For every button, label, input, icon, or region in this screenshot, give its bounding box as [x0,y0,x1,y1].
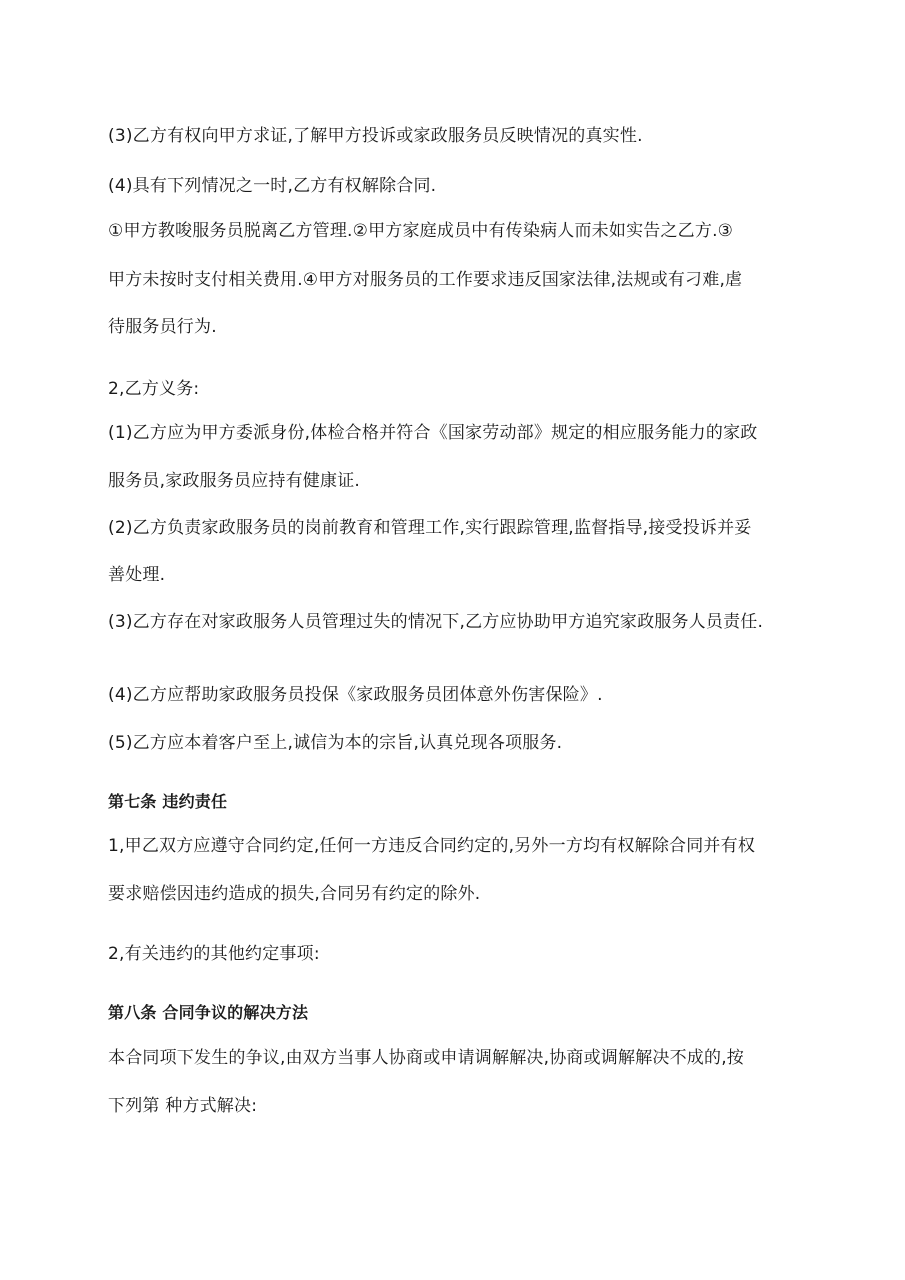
obligation-5: (5)乙方应本着客户至上,诚信为本的宗旨,认真兑现各项服务. [108,733,563,753]
obligation-2-line-1: (2)乙方负责家政服务员的岗前教育和管理工作,实行跟踪管理,监督指导,接受投诉并妥 [108,518,752,538]
dispute-resolution-line-2: 下列第 种方式解决: [108,1096,258,1116]
article-8-heading: 第八条 合同争议的解决方法 [108,1003,309,1022]
dispute-resolution-line-1: 本合同项下发生的争议,由双方当事人协商或申请调解解决,协商或调解解决不成的,按 [108,1048,745,1068]
party-b-obligations-heading: 2,乙方义务: [108,379,200,399]
obligation-1-line-1: (1)乙方应为甲方委派身份,体检合格并符合《国家劳动部》规定的相应服务能力的家政 [108,423,758,443]
termination-conditions-line-3: 待服务员行为. [108,317,217,337]
article-7-heading: 第七条 违约责任 [108,792,228,811]
obligation-3: (3)乙方存在对家政服务人员管理过失的情况下,乙方应协助甲方追究家政服务人员责任. [108,612,764,632]
obligation-4: (4)乙方应帮助家政服务员投保《家政服务员团体意外伤害保险》. [108,685,603,705]
obligation-1-line-2: 服务员,家政服务员应持有健康证. [108,471,361,491]
breach-clause-2: 2,有关违约的其他约定事项: [108,944,320,964]
breach-clause-1-line-1: 1,甲乙双方应遵守合同约定,任何一方违反合同约定的,另外一方均有权解除合同并有权 [108,836,756,856]
termination-conditions-line-1: ①甲方教唆服务员脱离乙方管理.②甲方家庭成员中有传染病人而未如实告之乙方.③ [108,221,734,241]
termination-conditions-line-2: 甲方未按时支付相关费用.④甲方对服务员的工作要求违反国家法律,法规或有刁难,虐 [108,270,743,290]
clause-b-right-4: (4)具有下列情况之一时,乙方有权解除合同. [108,176,437,196]
clause-b-right-3: (3)乙方有权向甲方求证,了解甲方投诉或家政服务员反映情况的真实性. [108,126,643,146]
breach-clause-1-line-2: 要求赔偿因违约造成的损失,合同另有约定的除外. [108,884,481,904]
obligation-2-line-2: 善处理. [108,565,166,585]
